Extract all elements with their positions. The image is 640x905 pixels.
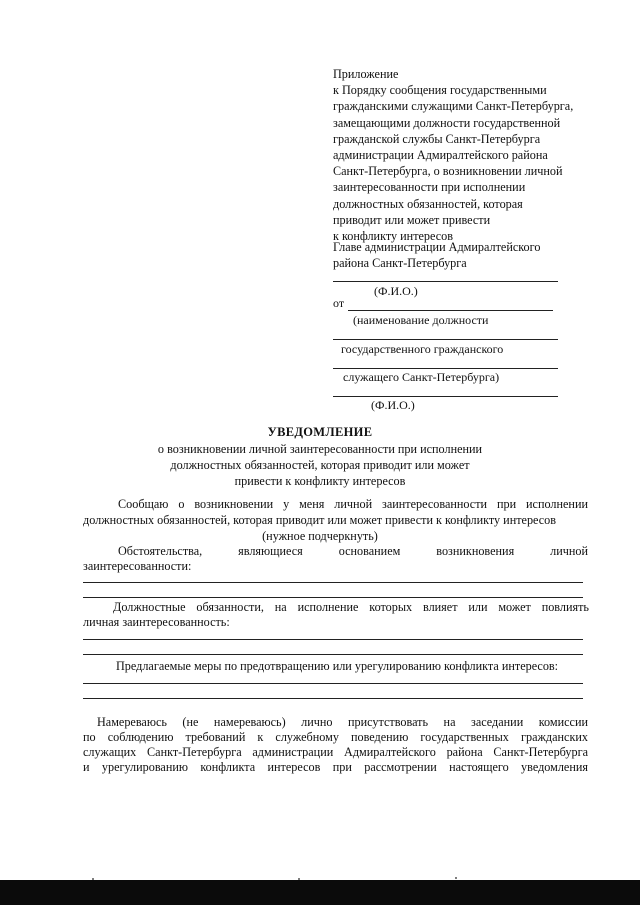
recipient-line: Главе администрации Адмиралтейского — [333, 240, 541, 254]
appendix-line: к Порядку сообщения государственными — [333, 83, 547, 98]
appendix-block — [333, 66, 573, 244]
from-blank-line[interactable] — [348, 310, 553, 311]
appendix-line: Санкт-Петербурга, о возникновении личной — [333, 164, 563, 179]
p2-line-1: Обстоятельства, являющиеся основанием возникновения личной — [118, 544, 588, 558]
scan-speck — [455, 877, 457, 879]
fio-label-2: (Ф.И.О.) — [371, 398, 415, 412]
fio-label: (Ф.И.О.) — [374, 284, 418, 298]
p4-blank-line-2[interactable] — [83, 698, 583, 699]
recipient-block — [333, 239, 540, 271]
p3-line-2: личная заинтересованность: — [83, 615, 230, 629]
position-label-2: государственного гражданского — [341, 342, 504, 356]
appendix-line: гражданскими служащими Санкт-Петербурга, — [333, 99, 574, 114]
p5-line-1: Намереваюсь (не намереваюсь) лично присутствовать на заседании комиссии — [97, 715, 588, 729]
appendix-line: замещающими должности государственной — [333, 115, 561, 130]
position-label-3: служащего Санкт-Петербурга) — [343, 370, 500, 384]
appendix-line: Приложение — [333, 67, 399, 81]
appendix-line: гражданской службы Санкт-Петербурга — [333, 131, 541, 146]
document-title: УВЕДОМЛЕНИЕ — [267, 425, 373, 439]
p3-line-1: Должностные обязанности, на исполнение которых влияет или может повлиять — [113, 600, 589, 614]
fio-blank-line[interactable] — [333, 281, 558, 282]
p1-line-2: должностных обязанностей, которая приводит или может привести к конфликту интересов — [83, 513, 557, 527]
p3-blank-line-1[interactable] — [83, 639, 583, 640]
p3-blank-line-2[interactable] — [83, 654, 583, 655]
fio-blank-line-2[interactable] — [333, 396, 558, 397]
p2-blank-line-2[interactable] — [83, 597, 583, 598]
p1-line-1: Сообщаю о возникновении у меня личной заинтересованности при исполнении — [118, 497, 588, 511]
from-label: от — [333, 296, 345, 310]
appendix-line: приводит или может привести — [333, 212, 491, 227]
p2-line-2: заинтересованности: — [83, 559, 192, 573]
p4-line-1: Предлагаемые меры по предотвращению или урегулированию конфликта интересов: — [116, 659, 559, 673]
subtitle-line: привести к конфликту интересов — [234, 474, 406, 488]
position-blank-line-1[interactable] — [333, 339, 558, 340]
p5-line-3: служащих Санкт-Петербурга администрации Адмиралтейского района Санкт-Петербурга — [83, 745, 588, 759]
appendix-line: должностных обязанностей, которая — [333, 196, 523, 211]
subtitle-line: должностных обязанностей, которая приводит или может — [170, 458, 470, 472]
recipient-line: района Санкт-Петербурга — [333, 256, 467, 270]
appendix-line: администрации Адмиралтейского района — [333, 148, 548, 163]
position-blank-line-2[interactable] — [333, 368, 558, 369]
p4-blank-line-1[interactable] — [83, 683, 583, 684]
appendix-line: заинтересованности при исполнении — [333, 180, 526, 195]
p2-blank-line-1[interactable] — [83, 582, 583, 583]
p5-line-4: и урегулированию конфликта интересов при рассмотрении настоящего уведомления — [83, 760, 588, 774]
document-subtitle — [0, 441, 640, 489]
p1-note: (нужное подчеркнуть) — [262, 529, 378, 543]
position-label-1: (наименование должности — [353, 313, 489, 327]
subtitle-line: о возникновении личной заинтересованности при исполнении — [157, 442, 483, 456]
scan-bottom-bar — [0, 880, 640, 905]
appendix-line: к конфликту интересов — [333, 229, 453, 244]
p5-line-2: по соблюдению требований к служебному поведению государственных гражданских — [83, 730, 588, 744]
